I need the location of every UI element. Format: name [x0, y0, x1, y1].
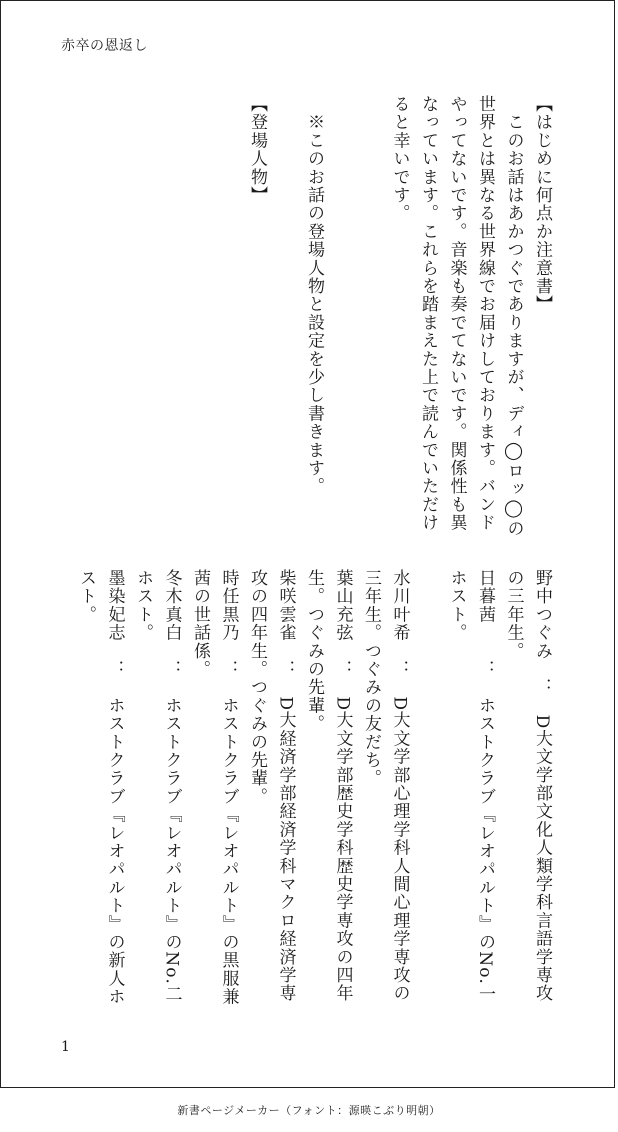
intro-line: このお話はあかつぐでありますが、ディ◯ロッ◯の — [503, 95, 524, 538]
intro-line: なっています。これらを踏まえた上で読んでいただけ — [418, 95, 438, 532]
blank-column — [414, 569, 443, 1039]
page-number: 1 — [61, 1039, 70, 1055]
intro-section — [243, 95, 557, 555]
footer-credit: 新書ページメーカー（フォント：源暎こぶり明朝） — [177, 1104, 441, 1117]
character-line: 茜の世話係。 — [190, 569, 210, 679]
blank-column — [357, 95, 386, 555]
character-line: 三年生。つぐみの友だち。 — [361, 569, 381, 788]
intro-line: やってないです。音楽も奏でてないです。関係性も異 — [446, 95, 467, 532]
characters-heading: 【登場人物】 — [247, 95, 267, 205]
intro-heading: 【はじめに何点か注意書】 — [532, 95, 552, 314]
character-line: 柴咲雲雀 ： D大経済学部経済学科マクロ経済学専 — [275, 569, 296, 1003]
intro-line: ると幸いです。 — [389, 95, 410, 223]
character-line: 水川叶希 ： D大文学部心理学科人間心理学専攻の — [389, 569, 410, 1003]
character-line: 冬木真白 ： ホストクラブ『レオパルト』のNo.二 — [161, 569, 182, 1004]
character-line: 日暮茜 ： ホストクラブ『レオパルト』のNo.一 — [475, 569, 495, 1004]
character-line: 野中つぐみ ： D大文学部文化人類学科言語学専攻 — [532, 569, 552, 1003]
character-list — [72, 569, 557, 1039]
character-line: ホスト。 — [446, 569, 467, 642]
character-line: 生。つぐみの先輩。 — [304, 569, 324, 733]
blank-column — [271, 95, 300, 555]
intro-line: 世界とは異なる世界線でお届けしております。バンド — [475, 95, 495, 532]
note-line: ※このお話の登場人物と設定を少し書きます。 — [304, 95, 324, 496]
character-line: 時任黒乃 ： ホストクラブ『レオパルト』の黒服兼 — [218, 569, 239, 1006]
character-line: の三年生。 — [503, 569, 524, 660]
character-line: 攻の四年生。つぐみの先輩。 — [247, 569, 267, 806]
blank-column — [328, 95, 357, 555]
character-line: ホスト。 — [133, 569, 153, 642]
running-title: 赤卒の恩返し — [61, 38, 148, 54]
character-line: スト。 — [76, 569, 96, 624]
character-line: 墨染妃志 ： ホストクラブ『レオパルト』の新人ホ — [104, 569, 125, 1006]
character-line: 葉山充弦 ： D大文学部歴史学科歴史学専攻の四年 — [332, 569, 353, 1003]
